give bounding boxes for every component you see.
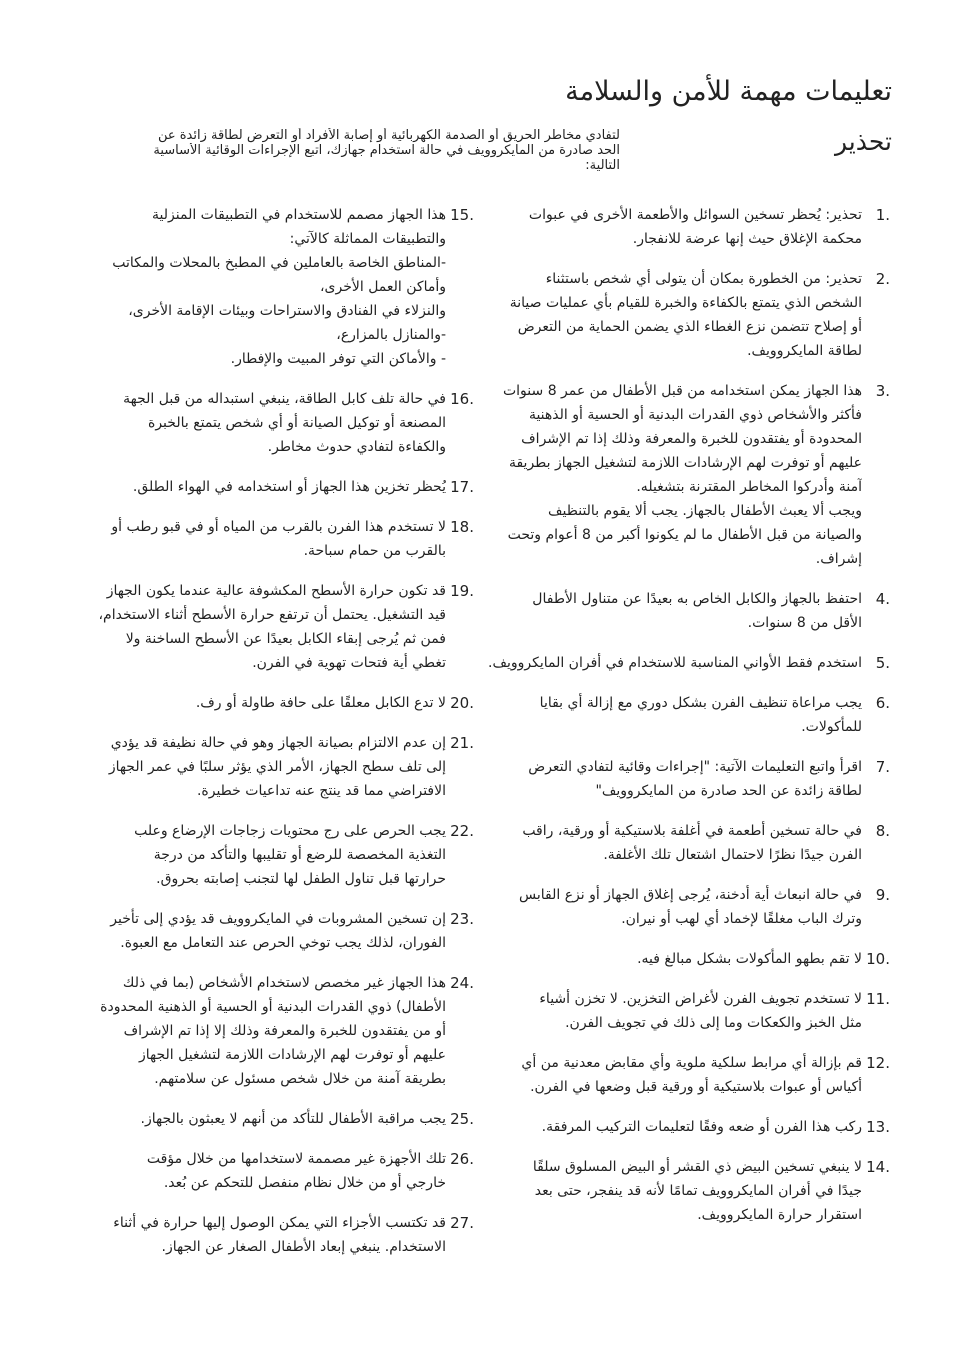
item-text (482, 947, 862, 971)
item-text (74, 387, 446, 459)
item-line: خارجي أو من خلال نظام منفصل للتحكم عن بُعد. (163, 1175, 446, 1191)
item-line: في حالة تلف كابل الطاقة، ينبغي استبداله من قبل الجهة (123, 391, 446, 407)
list-item (482, 987, 890, 1035)
list-item (482, 587, 890, 635)
item-text (74, 1147, 446, 1195)
item-line: الفرن جيدًا نظرًا لاحتمال اشتعال تلك الأغلفة. (603, 847, 862, 863)
item-line: الأطفال) ذوي القدرات البدنية أو الحسية أو الذهنية المحدودة (100, 999, 446, 1015)
item-line: ركب هذا الفرن أو ضعه وفقًا لتعليمات التركيب المرفقة. (541, 1119, 862, 1135)
item-number: 2. (875, 270, 890, 288)
item-line: أو إصلاح تتضمن نزع الغطاء الذي يضمن الحماية من التعرض (517, 319, 862, 335)
list-item (482, 379, 890, 571)
item-text (74, 1107, 446, 1131)
item-number: 15. (450, 206, 474, 224)
list-item (482, 1051, 890, 1099)
intro-line: الحد صادرة من المايكروويف في حالة استخدام جهازك، اتبع الإجراءات الوقائية الأساسية (153, 143, 620, 158)
right-column (482, 203, 890, 1243)
item-number: 6. (875, 694, 890, 712)
item-line: لا تستخدم تجويف الفرن لأغراض التخزين. لا تخزن أشياء (539, 991, 862, 1007)
list-item (74, 731, 474, 803)
item-number: 26. (450, 1150, 474, 1168)
list-item (74, 579, 474, 675)
list-item (482, 203, 890, 251)
item-line: إشراف. (815, 551, 862, 567)
item-number: 23. (450, 910, 474, 928)
item-text (482, 1155, 862, 1227)
list-item (74, 1147, 474, 1195)
item-line: لا تقم بطهو المأكولات بشكل مبالغ فيه. (637, 951, 862, 967)
item-line: لا ينبغي تسخين البيض ذي القشر أو البيض المسلوق سلقًا (532, 1159, 862, 1175)
item-line: الاستخدام. ينبغي إبعاد الأطفال الصغار عن الجهاز. (161, 1239, 446, 1255)
item-number: 22. (450, 822, 474, 840)
item-text (74, 691, 446, 715)
intro-line: التالية: (585, 158, 620, 173)
item-line: هذا الجهاز مصمم للاستخدام في التطبيقات المنزلية (152, 207, 446, 223)
item-number: 19. (450, 582, 474, 600)
item-line: تحذير: من الخطورة بمكان أن يتولى أي شخص باستثناء (545, 271, 862, 287)
item-text (482, 819, 862, 867)
item-line: يجب الحرص على رج محتويات زجاجات الإرضاع وعلب (134, 823, 446, 839)
item-line: أو من يفتقدون للخبرة والمعرفة وذلك إلا إذا تم الإشراف (123, 1023, 446, 1039)
item-line: قيد التشغيل. يحتمل أن ترتفع حرارة الأسطح أثناء الاستخدام، (98, 607, 446, 623)
item-number: 7. (875, 758, 890, 776)
item-line: استخدم فقط الأواني المناسبة للاستخدام في أفران المايكروويف. (488, 655, 862, 671)
item-number: 5. (875, 654, 890, 672)
list-item (482, 819, 890, 867)
left-column (74, 203, 474, 1275)
item-line: -والمنازل بالمزارع، (336, 327, 446, 343)
item-line: والتطبيقات المماثلة كالآتي: (289, 231, 446, 247)
item-line: يجب مراعاة تنظيف الفرن بشكل دوري مع إزالة أي بقايا (539, 695, 862, 711)
item-line: إن عدم الالتزام بصيانة الجهاز وهو في حالة نظيفة قد يؤدي (110, 735, 446, 751)
item-text (74, 475, 446, 499)
list-item (482, 947, 890, 971)
item-number: 11. (866, 990, 890, 1008)
item-number: 21. (450, 734, 474, 752)
item-line: الافتراضي مما قد ينتج عنه تداعيات خطيرة. (196, 783, 446, 799)
item-line: قم بإزالة أي مرابط سلكية ملوية وأي مقابض معدنية من أي (521, 1055, 862, 1071)
item-number: 27. (450, 1214, 474, 1232)
item-line: قد تكتسب الأجزاء التي يمكن الوصول إليها حرارة في أثناء (113, 1215, 446, 1231)
item-text (482, 1115, 862, 1139)
item-line: الفوران، لذلك يجب توخي الحرص عند التعامل مع العبوة. (120, 935, 446, 951)
list-item (482, 267, 890, 363)
item-text (74, 971, 446, 1091)
item-line: إن تسخين المشروبات في المايكروويف قد يؤدي إلى تأخير (110, 911, 446, 927)
item-line: المصنعة أو توكيل الصيانة أو أي شخص يتمتع بالخبرة (148, 415, 446, 431)
item-text (74, 1211, 446, 1259)
item-line: والنزلاء في الفنادق والاستراحات وبيئات الإقامة الأخرى، (128, 303, 446, 319)
item-line: وأماكن العمل الأخرى، (320, 279, 446, 295)
item-line: هذا الجهاز يمكن استخدامه من قبل الأطفال من عمر 8 سنوات (502, 383, 862, 399)
list-item (74, 907, 474, 955)
item-number: 9. (875, 886, 890, 904)
item-line: تحذير: يُحظر تسخين السوائل والأطعمة الأخرى في عبوات (528, 207, 862, 223)
list-item (74, 515, 474, 563)
list-item (482, 883, 890, 931)
item-text (482, 691, 862, 739)
item-line: لا تدع الكابل معلقًا على حافة طاولة أو رف. (195, 695, 446, 711)
item-text (74, 515, 446, 563)
item-line: إلى تلف سطح الجهاز، الأمر الذي يؤثر سلبًا في عمر الجهاز (108, 759, 446, 775)
item-line: محكمة الإغلاق حيث إنها عرضة للانفجار. (632, 231, 862, 247)
item-line: الشخص الذي يتمتع بالكفاءة والخبرة للقيام بأي عمليات صيانة (509, 295, 862, 311)
item-number: 17. (450, 478, 474, 496)
list-item (74, 1107, 474, 1131)
item-number: 20. (450, 694, 474, 712)
item-line: يجب مراقبة الأطفال للتأكد من أنهم لا يعبثون بالجهاز. (140, 1111, 446, 1127)
item-line: أكياس أو عبوات بلاستيكية أو ورقية قبل وضعها في الفرن. (530, 1079, 862, 1095)
list-item (482, 1115, 890, 1139)
item-text (74, 731, 446, 803)
item-text (482, 267, 862, 363)
item-text (482, 379, 862, 571)
item-number: 16. (450, 390, 474, 408)
item-number: 25. (450, 1110, 474, 1128)
item-line: بطريقة آمنة من خلال شخص مسئول عن سلامتهم. (154, 1071, 446, 1087)
intro-line: لتفادي مخاطر الحريق أو الصدمة الكهربائية أو إصابة الأفراد أو التعرض لطاقة زائدة عن (157, 128, 620, 143)
item-line: جيدًا في أفران المايكروويف تمامًا لأنه قد ينفجر، حتى بعد (534, 1183, 862, 1199)
item-text (74, 819, 446, 891)
item-number: 1. (875, 206, 890, 224)
item-text (482, 203, 862, 251)
list-item (482, 651, 890, 675)
item-line: الأقل من 8 سنوات. (747, 615, 862, 631)
item-line: عليهم أو توفرت لهم الإرشادات اللازمة لتشغيل الجهاز بطريقة (508, 455, 862, 471)
item-line: وترك الباب مغلقًا لإخماد أي لهب أو نيران. (621, 911, 862, 927)
warning-heading: تحذير (835, 127, 892, 156)
item-text (482, 1051, 862, 1099)
intro-paragraph (74, 128, 620, 173)
item-line: والصيانة من قبل الأطفال ما لم يكونوا أكبر من 8 أعوام وتحت (507, 527, 862, 543)
item-line: والكفاءة لتفادي حدوث مخاطر. (267, 439, 446, 455)
item-number: 10. (866, 950, 890, 968)
item-number: 18. (450, 518, 474, 536)
item-text (482, 651, 862, 675)
item-line: التغذية المخصصة للرضع أو تقليبها والتأكد من درجة (153, 847, 446, 863)
list-item (74, 475, 474, 499)
item-number: 12. (866, 1054, 890, 1072)
item-line: لا تستخدم هذا الفرن بالقرب من المياه أو في قبو رطب أو (111, 519, 446, 535)
item-text (74, 203, 446, 371)
item-number: 8. (875, 822, 890, 840)
item-line: للمأكولات. (801, 719, 862, 735)
item-line: فمن ثم يُرجى إبقاء الكابل بعيدًا عن الأسطح الساخنة ولا (125, 631, 446, 647)
item-text (482, 987, 862, 1035)
item-line: عليهم أو توفرت لهم الإرشادات اللازمة لتشغيل الجهاز (139, 1047, 446, 1063)
item-line: بالقرب من حمام سباحة. (303, 543, 446, 559)
item-number: 14. (866, 1158, 890, 1176)
item-number: 13. (866, 1118, 890, 1136)
item-line: - والأماكن التي توفر المبيت والإفطار. (230, 351, 446, 367)
item-line: في حالة انبعاث أية أدخنة، يُرجى إغلاق الجهاز أو نزع القابس (519, 887, 862, 903)
item-line: قد تكون حرارة الأسطح المكشوفة عالية عندما يكون الجهاز (106, 583, 446, 599)
list-item (482, 691, 890, 739)
item-text (482, 755, 862, 803)
list-item (74, 691, 474, 715)
item-line: تلك الأجهزة غير مصممة لاستخدامها من خلال مؤقت (146, 1151, 446, 1167)
list-item (482, 755, 890, 803)
item-text (482, 883, 862, 931)
item-line: احتفظ بالجهاز والكابل الخاص به بعيدًا عن متناول الأطفال (532, 591, 862, 607)
item-number: 3. (875, 382, 890, 400)
list-item (74, 1211, 474, 1259)
list-item (482, 1155, 890, 1227)
item-line: حرارتها قبل تناول الطفل لها لتجنب إصابته بحروق. (156, 871, 446, 887)
item-line: فأكثر والأشخاص ذوي القدرات البدنية أو الحسية أو الذهنية (528, 407, 862, 423)
item-line: في حالة تسخين أطعمة في أغلفة بلاستيكية أو ورقية، راقب (522, 823, 862, 839)
item-line: هذا الجهاز غير مخصص لاستخدام الأشخاص (بما في ذلك (122, 975, 446, 991)
item-text (482, 587, 862, 635)
item-line: لطاقة المايكروويف. (747, 343, 862, 359)
item-line: تغطي أية فتحات تهوية في الفرن. (252, 655, 446, 671)
item-line: استقرار حرارة المايكروويف. (697, 1207, 862, 1223)
item-text (74, 579, 446, 675)
list-item (74, 203, 474, 371)
item-line: يُحظر تخزين هذا الجهاز أو استخدامه في الهواء الطلق. (132, 479, 446, 495)
item-line: -المناطق الخاصة بالعاملين في المطبخ بالمحلات والمكاتب (112, 255, 446, 271)
item-text (74, 907, 446, 955)
item-number: 24. (450, 974, 474, 992)
list-item (74, 387, 474, 459)
item-line: المحدودة أو يفتقدون للخبرة والمعرفة وذلك إذا تم الإشراف (521, 431, 862, 447)
item-line: آمنة وأدركوا المخاطر المقترنة بتشغيله. (636, 479, 862, 495)
item-line: اقرأ واتبع التعليمات الآتية: "إجراءات وقائية لتفادي التعرض (528, 759, 862, 775)
list-item (74, 819, 474, 891)
item-number: 4. (875, 590, 890, 608)
item-line: مثل الخبز والكعكات وما إلى ذلك في تجويف الفرن. (565, 1015, 862, 1031)
item-line: ويجب ألا يعبث الأطفال بالجهاز. يجب ألا يقوم بالتنظيف (548, 503, 862, 519)
item-line: لطاقة زائدة عن الحد صادرة من المايكروويف" (595, 783, 862, 799)
page-title: تعليمات مهمة للأمن والسلامة (565, 76, 892, 107)
list-item (74, 971, 474, 1091)
